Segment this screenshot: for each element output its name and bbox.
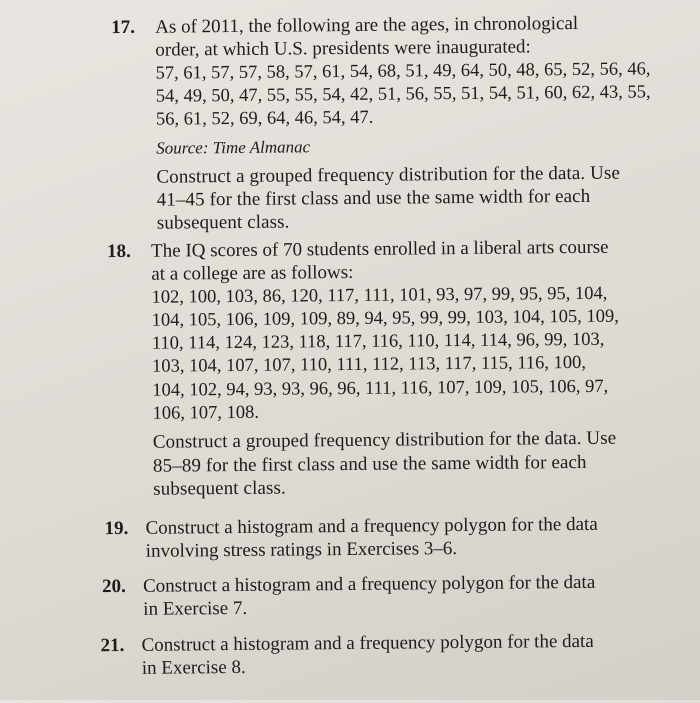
exercise-text: As of 2011, the following are the ages, in chronological [155,12,579,38]
exercise-text: involving stress ratings in Exercises 3–6. [145,538,458,563]
source-citation: Source: Time Almanac [156,137,311,159]
exercise-text: Construct a histogram and a frequency polygon for the data [145,513,598,539]
exercise-number: 19. [104,517,129,540]
exercise-number: 17. [111,16,136,39]
data-values: 104, 102, 94, 93, 93, 96, 96, 111, 116, 107, 109, 105, 106, 97, [152,376,609,401]
task-text: 41–45 for the first class and use the same width for each [156,185,591,211]
exercise-number: 21. [100,634,125,657]
exercise-text: in Exercise 8. [141,657,246,680]
data-values: 57, 61, 57, 57, 58, 57, 61, 54, 68, 51, 49, 64, 50, 48, 65, 52, 56, 46, [155,58,651,84]
data-values: 56, 61, 52, 69, 64, 46, 54, 47. [155,107,374,130]
exercise-text: Construct a histogram and a frequency polygon for the data [142,571,596,597]
data-values: 102, 100, 103, 86, 120, 117, 111, 101, 93, 97, 99, 95, 95, 104, [151,283,608,308]
exercise-text: order, at which U.S. presidents were inaugurated: [155,36,531,61]
exercise-text: Construct a histogram and a frequency polygon for the data [141,630,594,656]
exercise-number: 18. [107,240,131,263]
exercise-text: in Exercise 7. [143,598,248,621]
exercise-task [156,161,651,235]
data-values: 106, 107, 108. [152,402,260,424]
task-text: 85–89 for the first class and use the same width for each [152,451,587,477]
task-text: subsequent class. [156,211,290,235]
exercise-text: The IQ scores of 70 students enrolled in a liberal arts course [151,236,609,262]
data-values: 110, 114, 124, 123, 118, 117, 116, 110, 114, 114, 96, 99, 103, [151,329,605,354]
data-values: 103, 104, 107, 107, 110, 111, 112, 113, 117, 115, 116, 100, [152,353,587,378]
task-text: subsequent class. [153,477,286,500]
data-values: 104, 105, 106, 109, 109, 89, 94, 95, 99, 99, 103, 104, 105, 109, [151,306,619,331]
exercise-number: 20. [101,575,126,598]
task-text: Construct a grouped frequency distribution for the data. Use [152,428,617,454]
data-values: 54, 49, 50, 47, 55, 55, 54, 42, 51, 56, 55, 51, 54, 51, 60, 62, 43, 55, [155,82,651,107]
exercise-text: at a college are as follows: [151,262,354,286]
task-text: Construct a grouped frequency distribution for the data. Use [156,162,621,188]
exercise-task [153,427,621,501]
